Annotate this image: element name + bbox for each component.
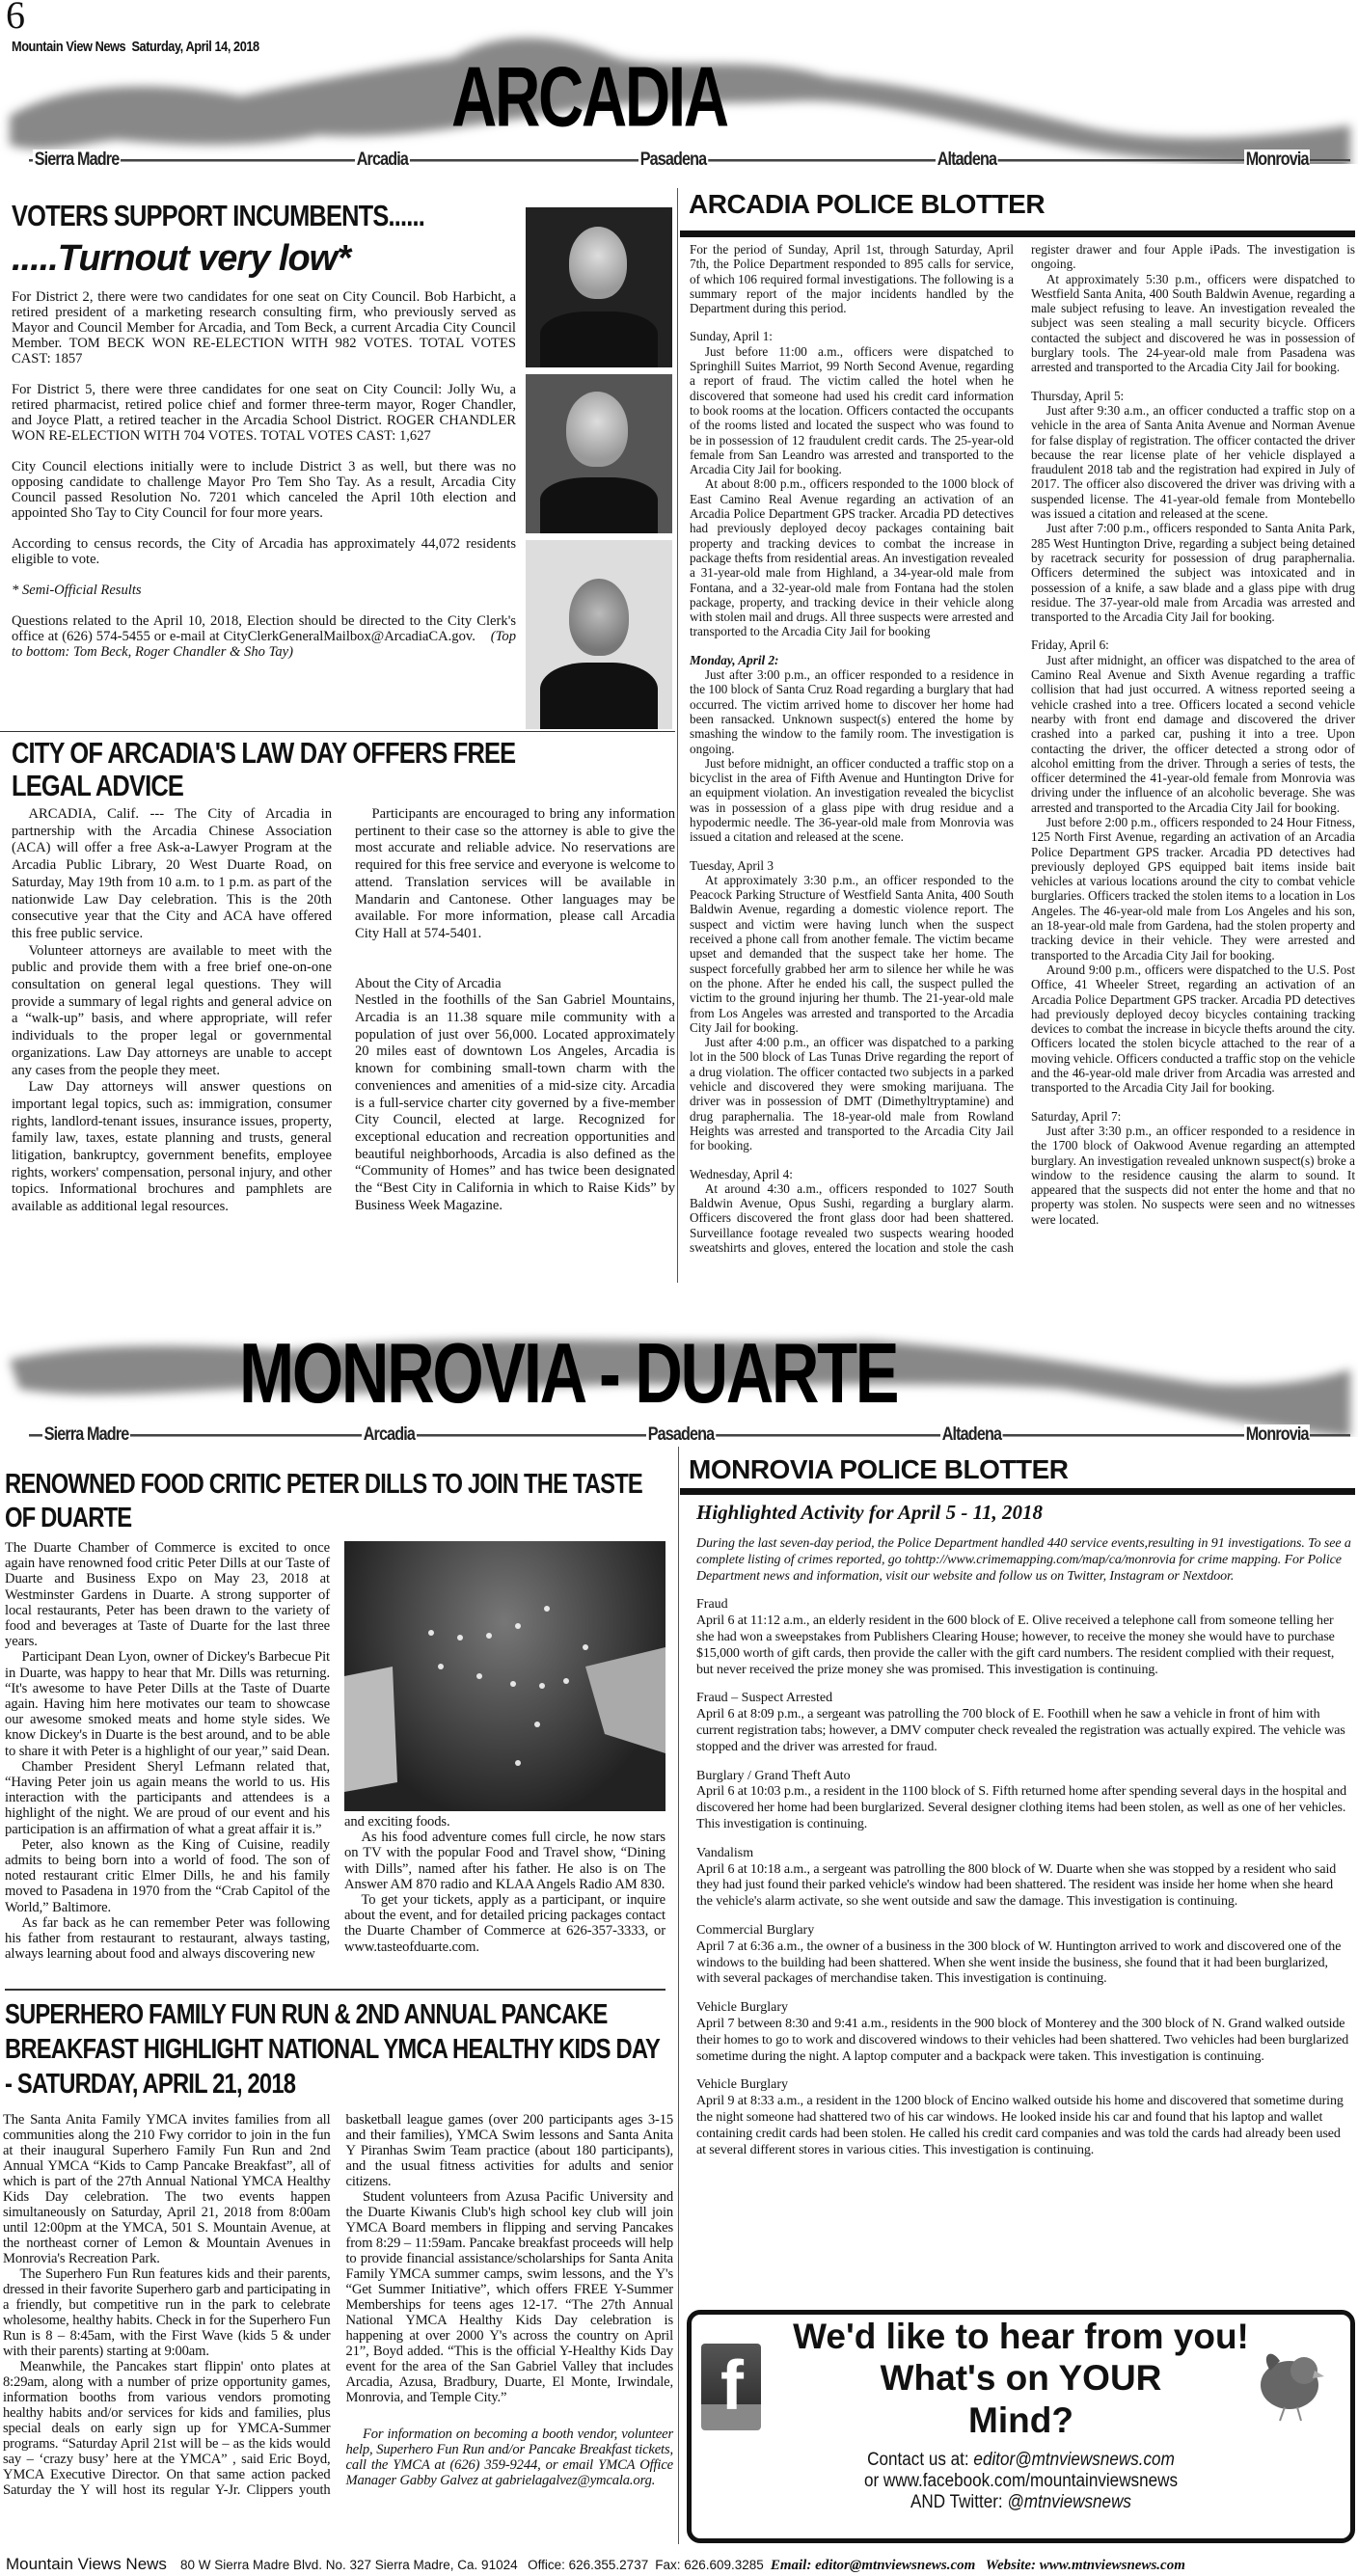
photo-roger-chandler <box>526 374 672 533</box>
photo-caption: (Top to bottom: Tom Beck, Roger Chandler & Sho Tay) <box>12 629 517 660</box>
paragraph: For District 2, there were two candidates for one seat on City Council. Bob Harbicht, a retired president of a marketing research consulting firm, who previously served as Mayor and Council Member for Arcadia, and Tom Beck, a current Arcadia City Council Member. TOM BECK WON RE-ELECTION WITH 982 VOTES. TOTAL VOTES CAST: 1857 <box>12 289 516 366</box>
blotter-entry: At approximately 3:30 p.m., an officer responded to the Peacock Parking Structure of Westfield Santa Anita, 400 South Baldwin Avenue, regarding a domestic violence report. The suspect and victim were having lunch when the suspect received a phone call from another female. The victim became upset and demanded that the suspect take her home. The suspect forcefully grabbed her arm to silence her while he was on the phone. After he ended his call, the suspect pulled the victim to the ground injuring her thumb. The 21-year-old male from Los Angeles was arrested and transported to the Arcadia City Jail for booking. <box>690 872 1014 1035</box>
town-label: Monrovia <box>1245 149 1309 170</box>
article-subhead: .....Turnout very low* <box>12 238 351 279</box>
ad-line: Mind? <box>968 2400 1073 2440</box>
contact-label: Contact us at: <box>867 2450 969 2470</box>
footnote: * Semi-Official Results <box>12 583 142 598</box>
paragraph: The Superhero Fun Run features kids and their parents, dressed in their favorite Superhero garb and participating in a friendly, but competitive run in the park to celebrate wholesome, healthy habits. Check in for the Superhero Fun Run is 8 – 8:45am, with the First Wave (kids 5 & under with their parents) starting at 9:00am. <box>3 2266 331 2359</box>
blotter-day-heading: Monday, April 2: <box>690 652 779 667</box>
article-headline: VOTERS SUPPORT INCUMBENTS...... <box>12 199 424 232</box>
town-label: Sierra Madre <box>34 149 120 170</box>
footer-address: 80 W Sierra Madre Blvd. No. 327 Sierra Madre, Ca. 91024 <box>179 2558 518 2572</box>
page-number: 6 <box>6 0 25 37</box>
blotter-entry: April 7 between 8:30 and 9:41 a.m., residents in the 900 block of Monterey and the 300 block of N. Grand walked outside their homes to go to work and discovered windows to their vehicles had been shattered. Two vehicles had been burglarized sometime during the night. A laptop computer and a backpack were taken. This investigation is continuing. <box>696 2016 1349 2064</box>
paragraph: As his food adventure comes full circle, he now stars on TV with the popular Food and Travel show, “Dining with Dills”, named after his father. He also is on The Answer AM 870 radio and KLAA Angels Radio AM 830. <box>344 1830 665 1892</box>
subheading: About the City of Arcadia <box>355 975 502 991</box>
festival-lights-graphic <box>344 1541 665 1811</box>
blotter-entry: At around 4:30 a.m., officers responded to 1027 South Baldwin Avenue, Opus Sushi, regarding a burglary alarm. Officers discovered the front glass door had been shattered. Surveillance footage revealed two suspects wearing hooded sweatshirts and gloves, entered the location and stole the cash register drawer and four Apple iPads. The investigation is ongoing. <box>690 242 1355 1255</box>
contact-ad <box>687 2310 1355 2543</box>
blotter-entry: Just after 3:00 p.m., an officer responded to a residence in the 100 block of Santa Cruz Road regarding a burglary that had occurred. The victim arrived home to discover her home had been ransacked. Unknown suspect(s) entered the home by smashing the window to the family room. The investigation is ongoing. <box>690 667 1014 756</box>
blotter-entry-type: Vandalism <box>696 1845 754 1860</box>
blotter-entry-type: Fraud – Suspect Arrested <box>696 1691 833 1706</box>
town-label: Altadena <box>941 1424 1002 1445</box>
photo-sho-tay <box>526 540 672 729</box>
paper-name: Mountain View News <box>12 39 126 55</box>
town-label: Altadena <box>937 149 997 170</box>
blotter-entry: April 6 at 10:18 a.m., a sergeant was patrolling the 800 block of W. Duarte when she was stopped by a resident who said they had just found their parked vehicle's window had been shattered. The resident was inside her home when she heard the vehicle's alarm activate, so she went outside and saw the damage. This investigation is continuing. <box>696 1861 1337 1910</box>
blotter-entry: April 6 at 11:12 a.m., an elderly resident in the 600 block of E. Olive received a telephone call from someone telling her she had won a sweepstakes from Publishers Clearing House; however, to receive the money she would have to purchase $15,000 worth of gift cards, then provide the caller with the gift card numbers. The resident complied with their request, but never received the prize money she was promised. This investigation is continuing. <box>696 1613 1335 1677</box>
questions-text: Questions related to the April 10, 2018, Election should be directed to the City Clerk's office at (626) 574-5455 or e-mail at CityClerkGeneralMailbox@ArcadiaCA.gov. <box>12 613 516 644</box>
ad-contact <box>724 2450 1317 2471</box>
paragraph: Participant Dean Lyon, owner of Dickey's Barbecue Pit in Duarte, was happy to hear that Mr. Dills was returning. “It's awesome to have Peter Dills at the Taste of Duarte again. Having him here motivates our team to showcase our awesome smoked meats and home style sides. We know Dickey's in Duarte is the best around, and to be able to share it with Peter is a highlight of our year,” said Dean. <box>5 1649 330 1759</box>
blotter-entry: Just before midnight, an officer conducted a traffic stop on a bicyclist in the area of Fifth Avenue and Huntington Drive for an equipment violation. An investigation revealed the bicyclist was in possession of a glass pipe with drug residue and a hypodermic needle. The 36-year-old male from Monrovia was issued a citation and released at the scene. <box>690 755 1014 845</box>
paragraph: Student volunteers from Azusa Pacific University and the Duarte Kiwanis Club's high school key club will join YMCA Board members in flipping and serving Pancakes from 8:29 – 11:59am. Pancake breakfast proceeds will help to provide financial assistance/scholarships for Santa Anita Family YMCA summer camps, swim lessons, and the Y's “Get Summer Initiative”, which offers FREE Y-Summer Memberships for teens ages 12-17. “The 27th Annual National YMCA Healthy Kids Day celebration is happening at over 2000 Y's across the country on April 21”, Boyd added. “This is the official Y-Healthy Kids Day event for the area of the San Gabriel Valley that includes Arcadia, Azusa, Bradbury, Duarte, El Monte, Irwindale, Monrovia, and Temple City.” <box>345 2189 673 2405</box>
blotter-intro: During the last seven-day period, the Police Department handled 440 service events,resulting in 91 investigations. To see a complete listing of crimes reported, go tohttp://www.crimemapping.com/map/ca/monrovia for crime mapping. For Police Department news and information, visit our website and follow us on Twitter, Instagram or Nextdoor. <box>696 1536 1351 1584</box>
article-headline: CITY OF ARCADIA'S LAW DAY OFFERS FREE LEGAL ADVICE <box>12 736 516 802</box>
blotter-entry: April 7 at 6:36 a.m., the owner of a business in the 300 block of W. Huntington arrived to work and discovered one of the windows to the building had been shattered. When she went inside the business, she found that it had been burglarized, with several packages of merchandise taken. This investigation is continuing. <box>696 1939 1342 1987</box>
blotter-day-heading: Saturday, April 7: <box>1031 1108 1122 1124</box>
blotter-entry-type: Commercial Burglary <box>696 1922 815 1938</box>
twitter-handle-link[interactable]: @mtnviewsnews <box>1007 2492 1131 2512</box>
footer-fax: Fax: 626.609.3285 <box>655 2558 764 2572</box>
blotter-entry: Just after midnight, an officer was dispatched to the area of Camino Real Avenue and Sixth Avenue regarding a traffic collision that had just occurred. A witness reported seeing a vehicle crashed into a tree. Officers located a second vehicle nearby with front end damage and discovered the driver crashed into a parked car, pushing it into a tree. Upon contacting the driver, the officer detected a strong odor of alcohol emitting from the driver. Through a series of tests, the officer determined the 41-year-old female from Monrovia was driving under the influence of an alcoholic beverage. She was arrested and transported to the Arcadia City Jail for booking. <box>1031 652 1355 815</box>
ad-headline: We'd like to hear from you! <box>793 2317 1249 2356</box>
town-label: Arcadia <box>356 149 408 170</box>
divider <box>5 1989 665 1991</box>
blotter-subtitle: Highlighted Activity for April 5 - 11, 2018 <box>696 1501 1043 1524</box>
blotter-entry: Just after 3:30 p.m., an officer responded to a residence in the 1700 block of Oakwood Avenue regarding an attempted burglary. An investigation revealed unknown suspect(s) broke a window to the residence causing the alarm to sound. It appeared that the suspects did not enter the home and that no property was stolen. No suspects were seen and no witnesses were located. <box>1031 1123 1355 1227</box>
blotter-day-heading: Wednesday, April 4: <box>690 1166 793 1181</box>
paragraph: Nestled in the foothills of the San Gabriel Mountains, Arcadia is an 11.38 square mile community with a population of just over 56,000. Located approximately 20 miles east of downtown Los Angeles, Arcadia is known for combining small-town charm with the conveniences and amenities of a mid-size city. Arcadia is a full-service charter city governed by a five-member City Council, elected at large. Recognized for exceptional education and recreation opportunities and beautiful neighborhoods, Arcadia is also defined as the “Community of Homes” and has twice been designated the “Best City in California in which to Raise Kids” by Business Week Magazine. <box>355 992 675 1213</box>
article-body <box>3 2112 673 2498</box>
paragraph: City Council elections initially were to include District 3 as well, but there was no opposing candidate to challenge Mayor Pro Tem Sho Tay. As a result, Arcadia City Council passed Resolution No. 7201 which canceled the April 10th election and appointed Sho Tay to City Council for four more years. <box>12 459 516 521</box>
town-label: Pasadena <box>647 1424 715 1445</box>
section-title-arcadia: ARCADIA <box>451 48 727 145</box>
paragraph: Law Day attorneys will answer questions on important legal topics, such as: immigration, consumer rights, landlord-tenant issues, insurance issues, property, family law, taxes, estate planning and trusts, general litigation, bankruptcy, government benefits, employee rights, workers' compensation, personal injury, and other topics. Informational brochures and pamphlets are available as additional legal resources. <box>12 1079 332 1215</box>
blotter-entry: At about 8:00 p.m., officers responded to the 1000 block of East Camino Real Avenue regarding an activation of an Arcadia Police Department GPS tracker. Arcadia PD detectives had previously deployed decoy packages containing bait property and tracking devices to combat the increase in package thefts from residential areas. An investigation revealed a 31-year-old male from Highland, a 34-year-old male from Fontana, and a 32-year-old male from Fontana had the stolen package, property, and tracking device in their vehicle along with stolen mail and drugs. All three suspects were arrested and transported to the Arcadia City Jail for booking <box>690 476 1014 639</box>
blotter-entry: April 9 at 8:33 a.m., a resident in the 1200 block of Encino walked outside his home and discovered that sometime during the night someone had shattered two of his car windows. He looked inside his car and found that his laptop and wallet containing credit cards had been stolen. He called his credit card companies and was told the cards had already been used at several different stores in various cities. This investigation is continuing. <box>696 2094 1344 2157</box>
info-paragraph: For information on becoming a booth vendor, volunteer help, Superhero Fun Run and/or Pancake Breakfast tickets, call the YMCA at (626) 359-9244, or email YMCA Office Manager Gabby Galvez at gabrielagalvez@ymcala.org. <box>345 2427 673 2488</box>
footer-email[interactable]: Email: editor@mtnviewsnews.com <box>770 2558 976 2573</box>
paragraph: Chamber President Sheryl Lefmann related that, “Having Peter join us again means the world to us. His interaction with the participants and attendees is a highlight of the night. We are proud of our event and his participation is an affirmation of what a great affair it is.” <box>5 1758 330 1837</box>
article-column <box>344 1814 665 1955</box>
blotter-entry: April 6 at 8:09 p.m., a sergeant was patrolling the 700 block of E. Foothill when he saw a vehicle in front of him with current registration tabs; however, a DMV computer check revealed the registration was actually expired. The vehicle was stopped and the driver was arrested for fraud. <box>696 1707 1345 1754</box>
blotter-entry: Just after 9:30 a.m., an officer conducted a traffic stop on a vehicle in the area of Santa Anita Avenue and Norman Avenue for false display of registration. The officer contacted the driver because the rear license plate of her vehicle displayed a fraudulent 2018 tab and the registration had expired in July of 2017. The officer also discovered the driver was driving with a suspended license. The 41-year-old female from Montebello was issued a citation and released at the scene. <box>1031 402 1355 522</box>
paragraph: The Santa Anita Family YMCA invites families from all communities along the 210 Fwy corridor to join in the fun at their inaugural Superhero Family Fun Run and 2nd Annual YMCA “Kids to Camp Pancake Breakfast”, all of which is part of the 27th Annual National YMCA Healthy Kids Day celebration. The two events happen simultaneously on Saturday, April 21, 2018 from 8:00am until 12:00pm at the YMCA, 501 S. Mountain Avenue, at the northeast corner of Lemon & Mountain Avenues in Monrovia's Recreation Park. <box>3 2112 331 2266</box>
blotter-body <box>690 242 1355 1284</box>
photo-tom-beck <box>526 207 672 367</box>
blotter-day-heading: Thursday, April 5: <box>1031 388 1125 403</box>
divider <box>0 731 675 732</box>
paragraph: To get your tickets, apply as a participant, or inquire about the event, and for detailed pricing packages contact the Duarte Chamber of Commerce at 626-357-3333, or www.tasteofduarte.com. <box>344 1892 665 1955</box>
town-label: Arcadia <box>363 1424 415 1445</box>
paragraph: ARCADIA, Calif. --- The City of Arcadia in partnership with the Arcadia Chinese Association (ACA) will offer a free Ask-a-Lawyer Program at the Arcadia Public Library, 20 West Duarte Road, on Saturday, May 19th from 10 a.m. to 1 p.m. as part of the nationwide Law Day celebration. This is the 20th consecutive year that the City and ACA have offered this free public service. <box>12 806 332 941</box>
issue-date: Saturday, April 14, 2018 <box>131 39 259 55</box>
article-headline: SUPERHERO FAMILY FUN RUN & 2ND ANNUAL PANCAKE BREAKFAST HIGHLIGHT NATIONAL YMCA HEALTHY KIDS DAY - SATURDAY, APRIL 21, 2018 <box>5 1999 660 2100</box>
blotter-entry-type: Fraud <box>696 1597 728 1613</box>
column-divider <box>677 188 678 1283</box>
blotter-entry: At approximately 5:30 p.m., officers were dispatched to Westfield Santa Anita, 400 South Baldwin Avenue, regarding a male subject refusing to leave. An investigation revealed the subject was seen stealing a mall security bicycle. Officers contacted the subject and discovered he was in possession of burglary tools. The 24-year-old male from Pasadena was arrested and transported to the Arcadia City Jail for booking. <box>1031 271 1355 375</box>
blotter-body <box>696 1501 1352 2158</box>
blotter-day-heading: Friday, April 6: <box>1031 637 1109 653</box>
twitter-bird-icon <box>1251 2342 1328 2428</box>
facebook-link[interactable]: or www.facebook.com/mountainviewsnews <box>863 2471 1179 2491</box>
blotter-title: ARCADIA POLICE BLOTTER <box>689 189 1046 219</box>
blotter-entry: Just before 11:00 a.m., officers were dispatched to Springhill Suites Marriot, 99 North Second Avenue, regarding a report of fraud. The victim called the hotel when he discovered that someone had used his credit card information to book rooms at the location. Officers contacted the occupants of the rooms listed and located the suspect who was found to be in possession of 12 fraudulent credit cards. The 25-year-old female from San Leandro was arrested and transported to the Arcadia City Jail for booking. <box>690 343 1014 477</box>
footer <box>6 2556 1356 2575</box>
article-body <box>12 289 516 660</box>
blotter-entry: Just after 7:00 p.m., officers responded to Santa Anita Park, 285 West Huntington Drive, regarding a subject being detained by racetrack security for possession of drug paraphernalia. Officers determined the subject was intoxicated and in possession of a knife, a saw blade and a glass pipe with drug residue. The 37-year-old male from Arcadia was arrested and transported to the Arcadia City Jail for booking. <box>1031 521 1355 625</box>
blotter-entry: Just before 2:00 p.m., officers responded to 24 Hour Fitness, 125 North First Avenue, regarding an activation of an Arcadia Police Department GPS tracker. Arcadia PD detectives had previously deployed GPS equipped bait items inside bait vehicles at various locations around the city to combat vehicle burglaries. Officers tracked the stolen items to a location in Los Angeles. The 46-year-old male from Los Angeles and his son, an 18-year-old male from Gardena, had the stolen property and tracking device in their vehicle. They were arrested and transported to the Arcadia City Jail for booking. <box>1031 814 1355 963</box>
title-bar <box>680 1488 1355 1495</box>
article-headline: RENOWNED FOOD CRITIC PETER DILLS TO JOIN THE TASTE OF DUARTE <box>5 1469 642 1533</box>
paragraph: As far back as he can remember Peter was following his father from restaurant to restaurant, always tasting, always learning about food and always discovering new <box>5 1914 330 1963</box>
blotter-entry: Around 9:00 p.m., officers were dispatched to the U.S. Post Office, 41 Wheeler Street, regarding an activation of an Arcadia Police Department GPS tracker. Arcadia PD detectives had previously deployed decoy bicycles containing tracking devices to combat the increase in bicycle thefts around the city. Officers located the stolen bicycle attached to the rear of a moving vehicle. Officers conducted a traffic stop on the vehicle and the 46-year-old male driver from Arcadia was arrested and transported to the Arcadia City Jail for booking. <box>1031 962 1355 1096</box>
title-bar <box>680 230 1355 237</box>
blotter-entry: Just after 4:00 p.m., an officer was dispatched to a parking lot in the 500 block of Las Tunas Drive regarding the report of a drug violation. The officer contacted two subjects in a parked vehicle and discovered they were smoking marijuana. The driver was in possession of DMT (Dimethyltryptamine) and drug paraphernalia. The 18-year-old male from Rowland Heights was arrested and transported to the Arcadia City Jail for booking. <box>690 1035 1014 1153</box>
footer-paper: Mountain Views News <box>6 2555 167 2573</box>
paragraph: Peter, also known as the King of Cuisine, readily admits to being born into a world of food. The son of noted restaurant critic Elmer Dills, he and his family moved to Pasadena in 1970 from the “Crab Capitol of the World,” Baltimore. <box>5 1836 330 1915</box>
article-column <box>5 1540 330 1962</box>
blotter-entry-type: Vehicle Burglary <box>696 2000 788 2016</box>
footer-website[interactable]: Website: www.mtnviewsnews.com <box>985 2558 1185 2573</box>
photo-taste-of-duarte-crowd <box>344 1541 665 1811</box>
column-divider <box>678 1447 679 2544</box>
blotter-day-heading: Tuesday, April 3 <box>690 857 774 873</box>
blotter-entry-type: Vehicle Burglary <box>696 2077 788 2093</box>
section-title-monrovia-duarte: MONROVIA - DUARTE <box>239 1325 898 1421</box>
ad-twitter <box>724 2492 1317 2513</box>
footer-office: Office: 626.355.2737 <box>528 2558 649 2572</box>
questions-paragraph <box>12 613 516 660</box>
blotter-entry-type: Burglary / Grand Theft Auto <box>696 1768 851 1783</box>
paragraph: For District 5, there were three candidates for one seat on City Council: Jolly Wu, a retired pharmacist, retired police chief and former three-term mayor, Roger Chandler, and Joyce Platt, a retired teacher in the Arcadia School District. ROGER CHANDLER WON RE-ELECTION WITH 704 VOTES. TOTAL VOTES CAST: 1,627 <box>12 382 516 444</box>
paragraph: According to census records, the City of Arcadia has approximately 44,072 residents eligible to vote. <box>12 536 516 567</box>
paragraph: The Duarte Chamber of Commerce is excited to once again have renowned food critic Peter Dills at our Taste of Duarte and Business Expo on May 23, 2018 at Westminster Gardens in Duarte. A strong supporter of local restaurants, Peter has been drawn to the variety of food and beverages at Taste of Duarte for the last three years. <box>5 1540 330 1650</box>
town-label: Pasadena <box>639 149 707 170</box>
blotter-entry: April 6 at 10:03 p.m., a resident in the 1100 block of S. Fifth returned home after spending several days in the hospital and discovered her home had been burglarized. Several designer clothing items had been stolen, as well as one of her vehicles. This investigation is continuing. <box>696 1784 1347 1831</box>
contact-email-link[interactable]: editor@mtnviewsnews.com <box>973 2450 1175 2470</box>
blotter-title: MONROVIA POLICE BLOTTER <box>689 1454 1069 1484</box>
paragraph: Meanwhile, the Pancakes start flippin' onto plates at 8:29am, along with a number of prize opportunity games, information booths from various vendors promoting healthy habits and/or services for kids and families, plus special deals on early sign up for YMCA-Summer programs. “Saturday April 21st will be – as the kids would say – ‘crazy busy’ here at the YMCA” , said Eric Boyd, YMCA Executive Director. On that same action packed Saturday the Y will host its regular Y-Jr. Clippers youth basketball league games (over 200 participants ages 3-15 and their families), YMCA Swim lessons and Santa Anita Y Piranhas Swim Team practice (about 180 participants), and the usual fitness activities for adults and senior citizens. <box>3 2112 673 2498</box>
town-label: Sierra Madre <box>43 1424 129 1445</box>
town-label: Monrovia <box>1245 1424 1309 1445</box>
twitter-label: AND Twitter: <box>910 2492 1003 2512</box>
paragraph: Volunteer attorneys are available to meet with the public and provide them with a free brief one-on-one consultation on general legal questions. They will provide a summary of legal rights and general advice on a “walk-up” basis, and where appropriate, will refer individuals to the proper legal or governmental organizations. Law Day attorneys are unable to accept any cases from the people they meet. <box>12 942 332 1078</box>
article-body <box>12 806 675 1216</box>
paragraph: Participants are encouraged to bring any information pertinent to their case so the attorney is able to give the most accurate and reliable advice. No reservations are required for this free service and everyone is welcome to attend. Translation services will be available in Mandarin and Cantonese. Other languages may be available. For more information, please call Arcadia City Hall at 574-5401. <box>355 806 675 941</box>
paragraph: and exciting foods. <box>344 1814 450 1830</box>
ad-line: What's on YOUR <box>880 2358 1162 2398</box>
blotter-day-heading: Sunday, April 1: <box>690 329 773 344</box>
blotter-intro: For the period of Sunday, April 1st, through Saturday, April 7th, the Police Department responded to 895 calls for service, of which 106 required formal investigations. The following is a summary report of the major incidents handled by the Department during this period. <box>690 242 1014 316</box>
facebook-icon: f <box>701 2344 761 2430</box>
